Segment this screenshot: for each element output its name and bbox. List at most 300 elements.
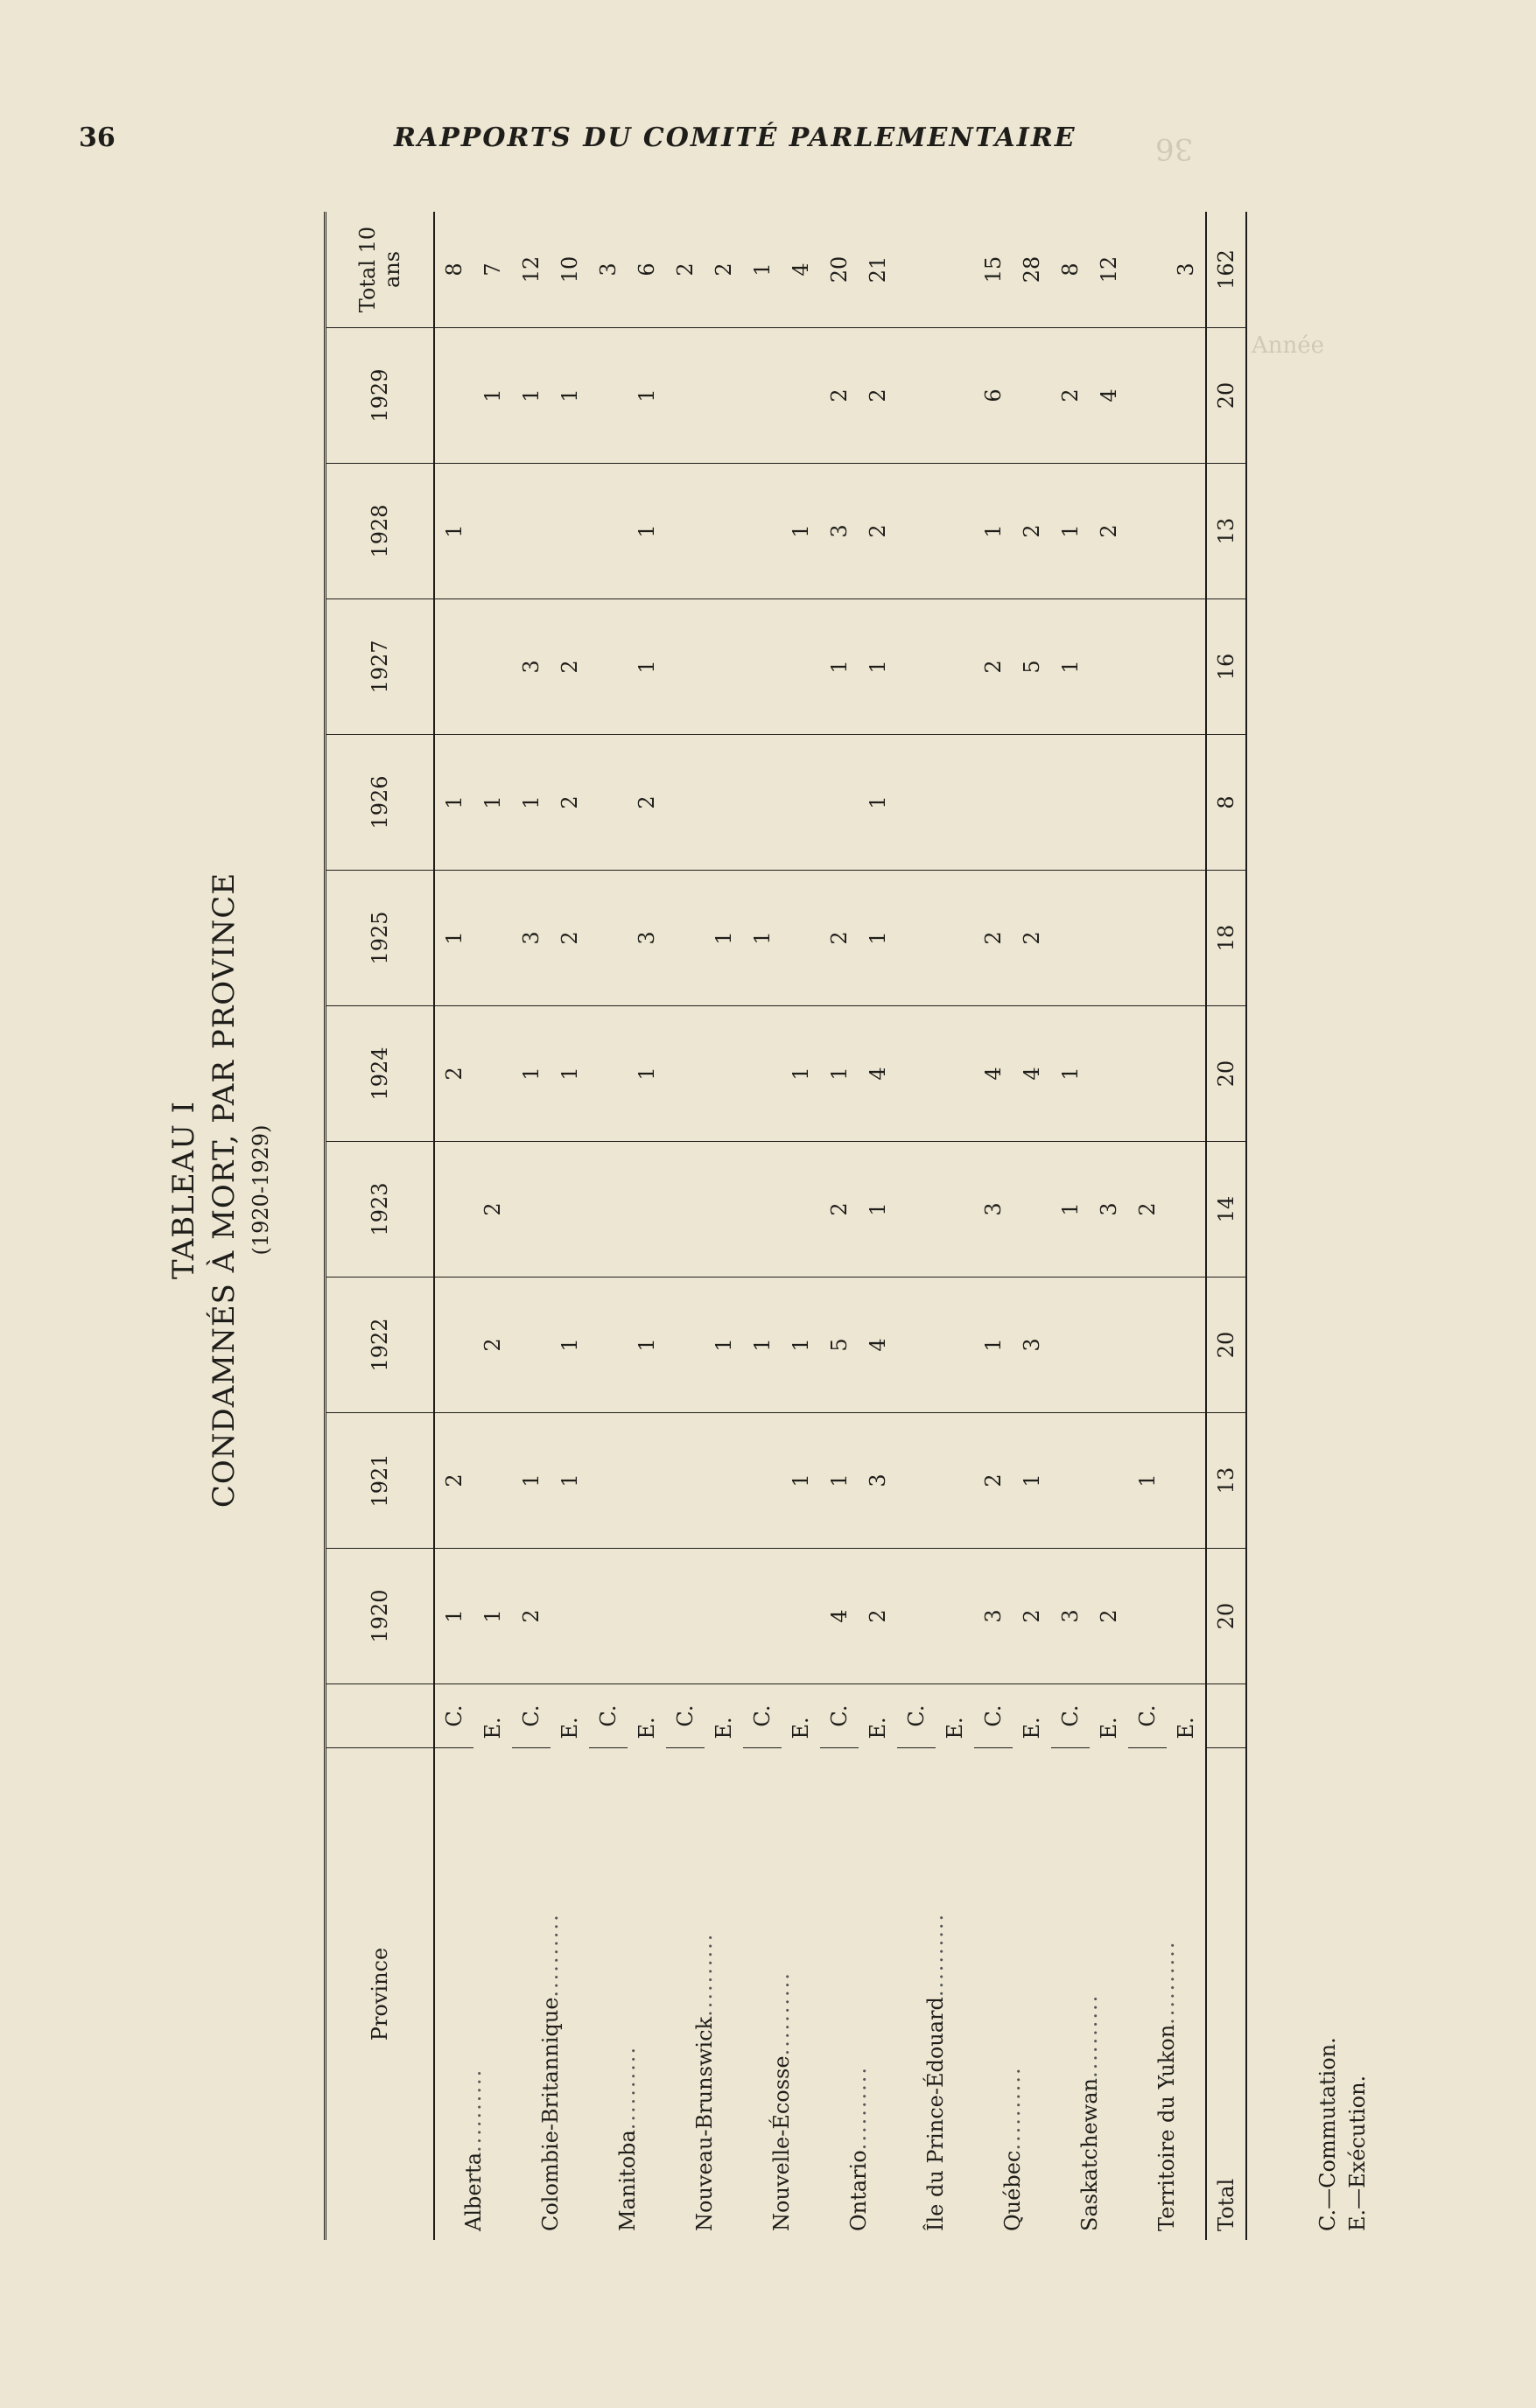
value-cell <box>897 871 936 1006</box>
header-year: 1928 <box>326 464 435 599</box>
table-row <box>512 212 551 2240</box>
table-row <box>666 212 705 2240</box>
value-cell <box>782 735 820 871</box>
value-cell: 3 <box>974 1142 1013 1278</box>
type-label: C. <box>434 1684 473 1748</box>
value-cell <box>1167 1278 1206 1413</box>
header-year: 1921 <box>326 1413 435 1549</box>
value-cell <box>897 212 936 328</box>
value-cell <box>589 735 628 871</box>
value-cell <box>897 464 936 599</box>
type-label: E. <box>1097 1717 1121 1740</box>
value-cell <box>512 464 551 599</box>
table-period: (1920-1929) <box>249 1124 273 1256</box>
value-cell <box>1090 735 1128 871</box>
value-cell: 1 <box>705 871 743 1006</box>
value-cell: 1 <box>705 1278 743 1413</box>
leader-dots: .......... <box>461 2068 486 2152</box>
value-cell: 2 <box>820 328 859 464</box>
value-cell <box>743 1549 782 1684</box>
value-cell: 2 <box>859 464 897 599</box>
value-cell: 1 <box>782 1278 820 1413</box>
value-cell <box>589 328 628 464</box>
value-cell: 2 <box>473 1142 512 1278</box>
value-cell <box>666 328 705 464</box>
value-cell <box>936 1278 974 1413</box>
value-cell: 1 <box>859 599 897 735</box>
value-cell <box>1128 212 1167 328</box>
value-cell <box>936 599 974 735</box>
value-cell: 3 <box>820 464 859 599</box>
value-cell <box>936 1006 974 1142</box>
value-cell: 2 <box>974 871 1013 1006</box>
value-cell: 1 <box>434 735 473 871</box>
province-label: Nouvelle-Écosse <box>769 2055 794 2231</box>
province-name <box>1051 1748 1128 2241</box>
value-cell <box>705 1413 743 1549</box>
value-cell: 3 <box>512 599 551 735</box>
header-year: 1920 <box>326 1549 435 1684</box>
value-cell: 1 <box>1051 1006 1090 1142</box>
value-cell <box>820 735 859 871</box>
value-cell: 4 <box>782 212 820 328</box>
value-cell: 2 <box>705 212 743 328</box>
value-cell <box>936 328 974 464</box>
value-cell: 1 <box>820 599 859 735</box>
value-cell: 2 <box>551 735 589 871</box>
total-value: 16 <box>1206 599 1246 735</box>
header-year: 1926 <box>326 735 435 871</box>
value-cell: 1 <box>782 464 820 599</box>
type-label: E. <box>480 1717 505 1740</box>
value-cell <box>743 1006 782 1142</box>
province-label: Territoire du Yukon <box>1154 2024 1179 2231</box>
value-cell: 1 <box>434 871 473 1006</box>
value-cell: 1 <box>974 1278 1013 1413</box>
value-cell <box>551 464 589 599</box>
total-value: 13 <box>1206 1413 1246 1549</box>
header-year: 1923 <box>326 1142 435 1278</box>
province-name <box>974 1748 1051 2241</box>
value-cell <box>743 1413 782 1549</box>
value-cell: 1 <box>473 735 512 871</box>
type-label: E. <box>866 1717 890 1740</box>
value-cell <box>512 1142 551 1278</box>
type-label: E. <box>789 1717 813 1740</box>
value-cell <box>473 1413 512 1549</box>
leader-dots: .......... <box>769 1971 794 2056</box>
table-caption <box>149 140 298 2240</box>
value-cell <box>589 871 628 1006</box>
value-cell: 3 <box>974 1549 1013 1684</box>
table-body <box>434 212 1246 2240</box>
value-cell: 1 <box>628 464 666 599</box>
value-cell <box>434 328 473 464</box>
table-label: TABLEAU I <box>166 1100 201 1280</box>
value-cell: 4 <box>859 1006 897 1142</box>
type-label: C. <box>897 1684 936 1748</box>
value-cell <box>1167 1549 1206 1684</box>
province-label: Ontario <box>846 2150 871 2231</box>
leader-dots: .......... <box>538 1913 563 1998</box>
value-cell: 3 <box>1167 212 1206 328</box>
value-cell: 1 <box>628 599 666 735</box>
value-cell <box>1167 871 1206 1006</box>
value-cell <box>897 1413 936 1549</box>
value-cell: 1 <box>782 1006 820 1142</box>
legend <box>1313 2037 1372 2231</box>
total-row <box>1206 212 1246 2240</box>
value-cell <box>551 1142 589 1278</box>
province-label: Nouveau-Brunswick <box>692 2016 717 2231</box>
value-cell <box>1051 871 1090 1006</box>
type-label: C. <box>974 1684 1013 1748</box>
value-cell: 3 <box>512 871 551 1006</box>
value-cell <box>936 1413 974 1549</box>
value-cell: 1 <box>1051 599 1090 735</box>
type-label: C. <box>1051 1684 1090 1748</box>
value-cell: 1 <box>1051 464 1090 599</box>
value-cell: 2 <box>1090 464 1128 599</box>
value-cell: 3 <box>859 1413 897 1549</box>
table-row <box>897 212 936 2240</box>
value-cell <box>589 1006 628 1142</box>
value-cell: 2 <box>551 599 589 735</box>
value-cell <box>666 1142 705 1278</box>
value-cell <box>628 1142 666 1278</box>
death-sentences-table <box>324 212 1247 2240</box>
type-label: E. <box>712 1717 736 1740</box>
value-cell: 3 <box>589 212 628 328</box>
value-cell: 1 <box>473 1549 512 1684</box>
province-name <box>666 1748 743 2241</box>
value-cell <box>1167 464 1206 599</box>
province-name <box>589 1748 666 2241</box>
rotated-table-block <box>149 140 1418 2240</box>
total-value: 162 <box>1206 212 1246 328</box>
value-cell <box>743 599 782 735</box>
value-cell <box>936 1549 974 1684</box>
value-cell <box>589 599 628 735</box>
page-number: 36 <box>79 122 116 153</box>
value-cell: 1 <box>743 212 782 328</box>
value-cell: 3 <box>1013 1278 1051 1413</box>
value-cell: 2 <box>859 328 897 464</box>
total-value: 20 <box>1206 1278 1246 1413</box>
value-cell: 2 <box>434 1413 473 1549</box>
value-cell <box>974 735 1013 871</box>
value-cell <box>1051 1278 1090 1413</box>
value-cell <box>897 1006 936 1142</box>
value-cell: 1 <box>820 1413 859 1549</box>
value-cell: 1 <box>551 1278 589 1413</box>
value-cell <box>936 1142 974 1278</box>
value-cell <box>473 599 512 735</box>
value-cell: 1 <box>743 871 782 1006</box>
province-label: Colombie-Britannique <box>538 1997 563 2231</box>
value-cell: 8 <box>1051 212 1090 328</box>
province-label: Manitoba <box>615 2130 640 2231</box>
value-cell <box>1013 1142 1051 1278</box>
value-cell: 3 <box>1090 1142 1128 1278</box>
type-label: C. <box>1128 1684 1167 1748</box>
value-cell <box>1090 599 1128 735</box>
value-cell <box>1090 1413 1128 1549</box>
value-cell: 1 <box>551 328 589 464</box>
value-cell <box>473 1006 512 1142</box>
value-cell <box>743 328 782 464</box>
header-year: 1927 <box>326 599 435 735</box>
value-cell <box>589 1549 628 1684</box>
total-value: 18 <box>1206 871 1246 1006</box>
leader-dots: .......... <box>615 2045 640 2131</box>
value-cell <box>473 464 512 599</box>
value-cell <box>1167 328 1206 464</box>
value-cell <box>1051 1413 1090 1549</box>
value-cell <box>1128 735 1167 871</box>
value-cell: 5 <box>1013 599 1051 735</box>
value-cell: 2 <box>1090 1549 1128 1684</box>
value-cell: 1 <box>512 1006 551 1142</box>
value-cell <box>589 464 628 599</box>
value-cell <box>897 1278 936 1413</box>
value-cell <box>936 871 974 1006</box>
value-cell: 1 <box>859 1142 897 1278</box>
value-cell: 2 <box>512 1549 551 1684</box>
value-cell <box>666 735 705 871</box>
total-value: 13 <box>1206 464 1246 599</box>
value-cell: 4 <box>1013 1006 1051 1142</box>
type-label: E. <box>1174 1717 1198 1740</box>
province-label: Alberta <box>461 2152 486 2231</box>
value-cell <box>1128 1278 1167 1413</box>
total-value: 20 <box>1206 328 1246 464</box>
value-cell <box>705 735 743 871</box>
province-name <box>1128 1748 1206 2241</box>
value-cell: 1 <box>974 464 1013 599</box>
value-cell: 2 <box>551 871 589 1006</box>
value-cell <box>897 328 936 464</box>
value-cell <box>936 464 974 599</box>
value-cell: 28 <box>1013 212 1051 328</box>
type-label: C. <box>820 1684 859 1748</box>
table-row <box>743 212 782 2240</box>
value-cell <box>705 328 743 464</box>
value-cell: 12 <box>512 212 551 328</box>
type-label: C. <box>666 1684 705 1748</box>
value-cell <box>782 1549 820 1684</box>
value-cell: 12 <box>1090 212 1128 328</box>
value-cell: 2 <box>974 599 1013 735</box>
value-cell <box>589 1278 628 1413</box>
table-row <box>1051 212 1090 2240</box>
value-cell: 15 <box>974 212 1013 328</box>
total-value: 8 <box>1206 735 1246 871</box>
type-label: C. <box>512 1684 551 1748</box>
value-cell: 1 <box>859 871 897 1006</box>
total-blank <box>1206 1684 1246 1748</box>
value-cell: 4 <box>859 1278 897 1413</box>
value-cell: 1 <box>473 328 512 464</box>
value-cell <box>1090 1278 1128 1413</box>
total-value: 20 <box>1206 1006 1246 1142</box>
value-cell: 2 <box>820 871 859 1006</box>
value-cell <box>434 1142 473 1278</box>
value-cell <box>782 599 820 735</box>
total-label: Total <box>1206 1748 1246 2241</box>
province-label: Québec <box>1000 2150 1025 2231</box>
value-cell <box>666 1278 705 1413</box>
value-cell <box>666 1006 705 1142</box>
value-cell <box>473 871 512 1006</box>
value-cell: 20 <box>820 212 859 328</box>
value-cell <box>589 1142 628 1278</box>
value-cell: 2 <box>859 1549 897 1684</box>
value-cell: 4 <box>1090 328 1128 464</box>
value-cell <box>897 1549 936 1684</box>
value-cell <box>1128 1006 1167 1142</box>
value-cell: 1 <box>434 464 473 599</box>
value-cell: 1 <box>512 735 551 871</box>
value-cell: 2 <box>1013 1549 1051 1684</box>
value-cell: 6 <box>628 212 666 328</box>
value-cell: 1 <box>820 1006 859 1142</box>
leader-dots: .......... <box>1154 1940 1179 2025</box>
value-cell <box>897 1142 936 1278</box>
type-label: E. <box>558 1717 582 1740</box>
value-cell <box>1128 871 1167 1006</box>
value-cell: 2 <box>1013 871 1051 1006</box>
value-cell: 1 <box>743 1278 782 1413</box>
value-cell <box>666 871 705 1006</box>
value-cell <box>1128 599 1167 735</box>
value-cell <box>628 1413 666 1549</box>
value-cell: 1 <box>1051 1142 1090 1278</box>
value-cell <box>743 1142 782 1278</box>
table-row <box>589 212 628 2240</box>
value-cell: 8 <box>434 212 473 328</box>
value-cell <box>1128 464 1167 599</box>
value-cell: 5 <box>820 1278 859 1413</box>
value-cell: 2 <box>820 1142 859 1278</box>
value-cell: 1 <box>512 328 551 464</box>
table-row <box>434 212 473 2240</box>
province-name <box>743 1748 820 2241</box>
value-cell <box>666 464 705 599</box>
value-cell <box>1128 328 1167 464</box>
value-cell <box>551 1549 589 1684</box>
header-blank <box>326 1684 435 1748</box>
value-cell: 6 <box>974 328 1013 464</box>
value-cell <box>743 735 782 871</box>
value-cell <box>1090 1006 1128 1142</box>
value-cell <box>1090 871 1128 1006</box>
header-year: 1929 <box>326 328 435 464</box>
value-cell <box>936 212 974 328</box>
value-cell <box>705 1549 743 1684</box>
value-cell <box>1167 735 1206 871</box>
value-cell <box>1167 1142 1206 1278</box>
value-cell <box>434 1278 473 1413</box>
value-cell <box>782 871 820 1006</box>
value-cell: 10 <box>551 212 589 328</box>
value-cell <box>666 1549 705 1684</box>
province-label: Saskatchewan <box>1077 2078 1102 2231</box>
value-cell: 1 <box>512 1413 551 1549</box>
type-label: C. <box>589 1684 628 1748</box>
value-cell: 2 <box>628 735 666 871</box>
province-name <box>897 1748 974 2241</box>
value-cell <box>743 464 782 599</box>
value-cell <box>897 735 936 871</box>
province-name <box>820 1748 897 2241</box>
value-cell <box>666 1413 705 1549</box>
province-name <box>434 1748 512 2241</box>
leader-dots: .......... <box>1000 2066 1025 2151</box>
header-year: 1922 <box>326 1278 435 1413</box>
value-cell <box>705 599 743 735</box>
value-cell: 2 <box>666 212 705 328</box>
header-year: 1925 <box>326 871 435 1006</box>
value-cell <box>705 1006 743 1142</box>
value-cell: 1 <box>628 1006 666 1142</box>
value-cell: 1 <box>434 1549 473 1684</box>
type-label: E. <box>943 1717 967 1740</box>
value-cell <box>1167 599 1206 735</box>
value-cell: 3 <box>628 871 666 1006</box>
table-title: CONDAMNÉS À MORT, PAR PROVINCE <box>207 872 242 1508</box>
type-label: E. <box>635 1717 659 1740</box>
value-cell: 2 <box>1013 464 1051 599</box>
value-cell: 2 <box>974 1413 1013 1549</box>
header-total: Total 10 ans <box>326 212 435 328</box>
running-title: RAPPORTS DU COMITÉ PARLEMENTAIRE <box>394 122 1077 153</box>
province-label: Île du Prince-Édouard <box>923 1997 948 2231</box>
value-cell <box>1013 735 1051 871</box>
type-label: E. <box>1020 1717 1044 1740</box>
value-cell: 4 <box>820 1549 859 1684</box>
total-value: 14 <box>1206 1142 1246 1278</box>
value-cell <box>782 1142 820 1278</box>
total-value: 20 <box>1206 1549 1246 1684</box>
value-cell <box>512 1278 551 1413</box>
leader-dots: .......... <box>923 1912 948 1998</box>
value-cell: 1 <box>551 1413 589 1549</box>
value-cell: 1 <box>782 1413 820 1549</box>
value-cell <box>1051 735 1090 871</box>
value-cell <box>1013 328 1051 464</box>
value-cell <box>666 599 705 735</box>
value-cell <box>589 1413 628 1549</box>
leader-dots: .......... <box>1077 1993 1102 2079</box>
value-cell: 3 <box>1051 1549 1090 1684</box>
value-cell: 2 <box>473 1278 512 1413</box>
value-cell: 1 <box>628 328 666 464</box>
header-province: Province <box>326 1748 435 2241</box>
value-cell <box>705 1142 743 1278</box>
value-cell <box>628 1549 666 1684</box>
province-name <box>512 1748 589 2241</box>
type-label: C. <box>743 1684 782 1748</box>
legend-commutation: C.—Commutation. <box>1315 2037 1340 2231</box>
value-cell: 7 <box>473 212 512 328</box>
legend-execution: E.—Exécution. <box>1345 2075 1370 2231</box>
table-row <box>1128 212 1167 2240</box>
value-cell: 1 <box>628 1278 666 1413</box>
value-cell <box>897 599 936 735</box>
value-cell: 1 <box>1128 1413 1167 1549</box>
table-row <box>974 212 1013 2240</box>
